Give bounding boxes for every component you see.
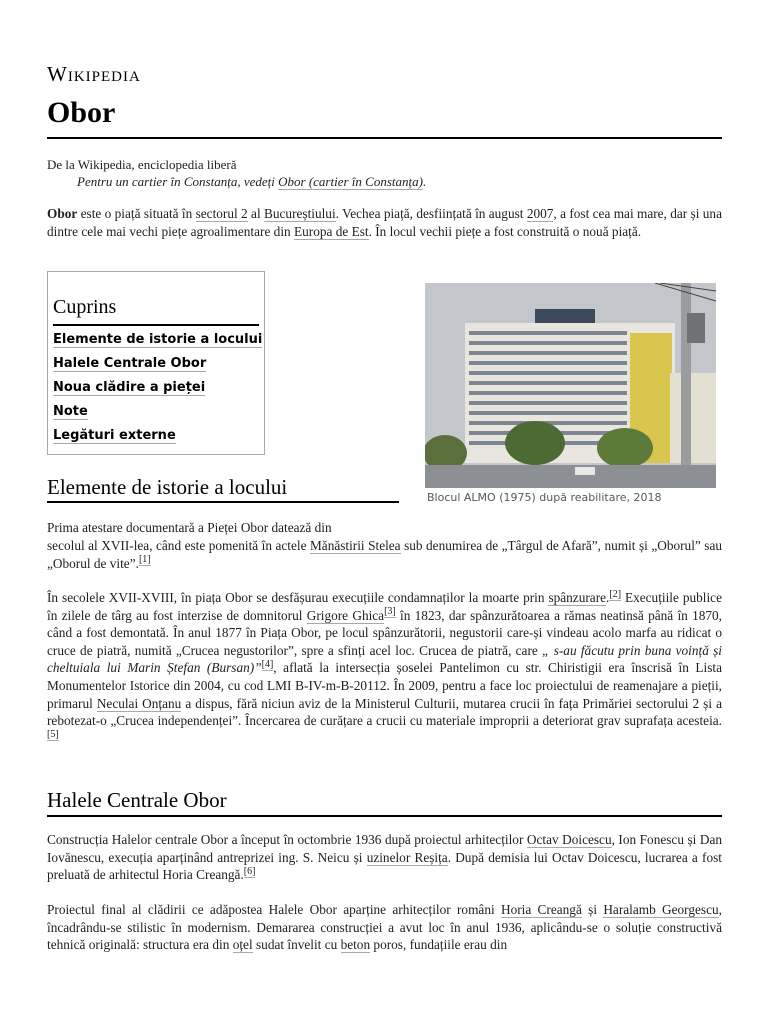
reference-link[interactable]: [5] — [47, 729, 59, 741]
toc-item[interactable]: Halele Centrale Obor — [53, 356, 207, 371]
link-neculai-ontanu[interactable]: Neculai Onțanu — [96, 695, 182, 711]
hatnote-link[interactable]: Obor (cartier în Constanța) — [278, 174, 423, 189]
tagline: De la Wikipedia, enciclopedia liberă — [47, 157, 237, 172]
wikipedia-logo[interactable]: Wikipedia — [47, 62, 141, 86]
toc-item[interactable]: Noua clădire a pieței — [53, 380, 206, 395]
link-horia-creanga[interactable]: Horia Creangă — [500, 902, 582, 917]
title-divider — [47, 137, 722, 139]
link-europa-de-est[interactable]: Europa de Est — [294, 223, 369, 239]
link-beton[interactable]: beton — [340, 937, 371, 953]
link-grigore-ghica[interactable]: Grigore Ghica — [306, 607, 385, 623]
link-manastirii-stelea[interactable]: Mănăstirii Stelea — [309, 538, 401, 553]
section-divider — [47, 815, 722, 817]
link-bucuresti[interactable]: Bucureștiului — [264, 206, 336, 221]
section-heading-halele: Halele Centrale Obor — [47, 788, 227, 812]
link-spanzurare[interactable]: spânzurare — [548, 590, 607, 605]
halele-paragraph-2: Proiectul final al clădirii ce adăpostea Halele Obor aparține arhitecților români Horia Creangă și Haralamb Georgescu, încadrându-se stilistic în modernism. Demararea construcției a avut loc în anul 1936, aplicându-se o soluție constructivă tehnică originală: structura era din oțel sudat învelit cu beton poros, fundațiile erau din — [47, 902, 722, 953]
link-2007[interactable]: 2007 — [526, 206, 554, 221]
table-of-contents — [47, 271, 265, 455]
section-heading-istorie: Elemente de istorie a locului — [47, 475, 288, 499]
reference-link[interactable]: [6] — [243, 865, 256, 877]
page-title: Obor — [47, 96, 116, 129]
toc-title: Cuprins — [53, 296, 117, 318]
reference-link[interactable]: [1] — [138, 554, 151, 566]
history-paragraph-1-start: Prima atestare documentară a Pieței Obor datează din — [47, 520, 332, 535]
toc-divider — [53, 324, 259, 326]
figure-caption: Blocul ALMO (1975) după reabilitare, 2018 — [427, 491, 662, 504]
history-paragraph-1: secolul al XVII-lea, când este pomenită în actele Mănăstirii Stelea sub denumirea de „Târgul de Afară”, numit și „Oborul” sau „Oborul de vite”.[1] — [47, 538, 722, 571]
almo-building-photo[interactable] — [425, 283, 716, 488]
toc-item[interactable]: Elemente de istorie a locului — [53, 332, 263, 347]
link-uzinele-resita[interactable]: uzinelor Reșița — [366, 849, 448, 865]
reference-link[interactable]: [4] — [261, 658, 274, 670]
reference-link[interactable]: [3] — [384, 606, 396, 618]
hatnote: Pentru un cartier în Constanța, vedeți Obor (cartier în Constanța). — [77, 174, 427, 189]
history-paragraph-2: În secolele XVII-XVIII, în piața Obor se desfășurau execuțiile condamnaților la moarte prin spânzurare.[2] Execuțiile publice în zilele de târg au fost interzise de domnitorul Grigore Ghica[3] în 1823, dar spânzurătoarea a rămas neatinsă până în 1870, când a fost demontată. În anul 1877 în Piața Obor, pe locul spânzurătorii, negustorii care-și vindeau acolo marfa au ridicat o cruce de piatră, numită „Crucea negustorilor”, spre a sfinți acel loc. Crucea de piatră, care „ s-au făcutu prin buna voință și cheltuiala lui Marin Ștefan (Bursan)”[4], aflată la intersecția șoselei Pantelimon cu str. Chiristigii era înscrisă în Lista Monumentelor Istorice din 2004, cu cod LMI B-IV-m-B-20112. În 2009, pentru a face loc proiectului de reamenajare a pieții, primarul Neculai Onțanu a dispus, fără niciun aviz de la Ministerul Culturii, mutarea crucii în fața Primăriei sectorului 2 și a rebotezat-o „Crucea independenței”. Încercarea de curățare a crucii cu materiale improprii a deteriorat grav suprafața acesteia.[5] — [47, 588, 722, 741]
link-sectorul-2[interactable]: sectorul 2 — [195, 206, 248, 221]
reference-link[interactable]: [2] — [609, 588, 622, 600]
toc-item[interactable]: Legături externe — [53, 428, 176, 443]
toc-list — [53, 330, 262, 450]
link-otel[interactable]: oțel — [232, 937, 253, 953]
link-octav-doicescu[interactable]: Octav Doicescu — [526, 832, 612, 847]
link-haralamb-georgescu[interactable]: Haralamb Georgescu — [603, 902, 719, 917]
halele-paragraph-1: Construcția Halelor centrale Obor a început în octombrie 1936 după proiectul arhitecților Octav Doicescu, Ion Fonescu și Dan Iovănescu, execuția aparținând antreprizei ing. S. Neicu și uzinelor Reșița. După demisia lui Octav Doicescu, lucrarea a fost preluată de arhitectul Horia Creangă.[6] — [47, 832, 722, 883]
intro-paragraph: Obor este o piață situată în sectorul 2 al Bucureștiului. Vechea piață, desființată în august 2007, a fost cea mai mare, dar și una dintre cele mai vechi piețe agroalimentare din Europa de Est. În locul vechii piețe a fost construită o nouă piață. — [47, 206, 722, 239]
section-divider — [47, 501, 399, 503]
toc-item[interactable]: Note — [53, 404, 88, 419]
building-illustration — [425, 283, 716, 488]
